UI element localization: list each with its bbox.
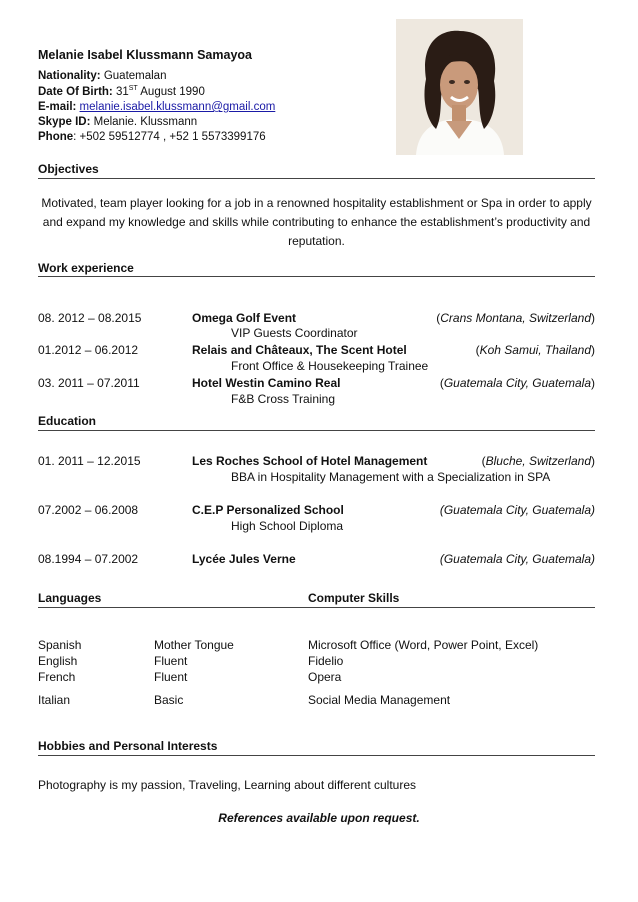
education-org: Lycée Jules Verne	[192, 552, 296, 566]
work-divider	[38, 276, 595, 277]
language-name: English	[38, 654, 78, 668]
phone-label: Phone	[38, 131, 74, 143]
dob-line	[38, 85, 205, 98]
nationality-label: Nationality:	[38, 70, 101, 82]
profile-photo	[396, 19, 523, 155]
computer-skill: Opera	[308, 670, 342, 684]
work-location: (Koh Samui, Thailand)	[475, 343, 595, 357]
dob-label: Date Of Birth:	[38, 85, 113, 98]
education-location: (Guatemala City, Guatemala)	[439, 503, 595, 517]
computer-skill: Microsoft Office (Word, Power Point, Excel)	[308, 638, 539, 652]
work-location-text: Koh Samui, Thailand	[479, 343, 591, 357]
education-location-text: Bluche, Switzerland	[485, 454, 591, 468]
work-role: VIP Guests Coordinator	[231, 326, 358, 340]
work-location: (Crans Montana, Switzerland)	[436, 311, 595, 325]
education-degree: High School Diploma	[231, 519, 344, 533]
dob-rest: August 1990	[140, 85, 205, 98]
education-dates: 07.2002 – 06.2008	[38, 503, 139, 517]
email-line	[38, 101, 275, 113]
objectives-divider	[38, 178, 595, 179]
hobbies-text: Photography is my passion, Traveling, Learning about different cultures	[38, 778, 416, 792]
language-level: Fluent	[154, 654, 188, 668]
work-location-text: Guatemala City, Guatemala	[443, 376, 591, 390]
hobbies-divider	[38, 755, 595, 756]
work-role: F&B Cross Training	[231, 392, 336, 406]
language-name: Spanish	[38, 638, 82, 652]
dob-day: 31	[115, 85, 129, 98]
objectives-text: Motivated, team player looking for a job in a renowned hospitality establishment or Spa in order to apply and expand my knowledge and skills while contributing to enhance the establishment’s productivity and reputation.	[41, 196, 592, 248]
work-org: Hotel Westin Camino Real	[192, 376, 341, 390]
education-location: (Guatemala City, Guatemala)	[439, 552, 595, 566]
computer-skills-heading: Computer Skills	[308, 591, 400, 605]
email-link[interactable]: melanie.isabel.klussmann@gmail.com	[79, 101, 276, 113]
education-dates: 01. 2011 – 12.2015	[38, 454, 141, 468]
work-heading: Work experience	[38, 261, 134, 275]
phone-value: : +502 59512774 , +52 1 5573399176	[73, 131, 266, 143]
education-location: (Bluche, Switzerland)	[481, 454, 595, 468]
candidate-name: Melanie Isabel Klussmann Samayoa	[38, 48, 252, 62]
skype-value: Melanie. Klussmann	[93, 116, 198, 128]
skype-label: Skype ID:	[38, 116, 91, 128]
work-dates: 01.2012 – 06.2012	[38, 343, 139, 357]
education-heading: Education	[38, 414, 97, 428]
work-org: Relais and Châteaux, The Scent Hotel	[192, 343, 407, 357]
language-level: Mother Tongue	[154, 638, 234, 652]
education-org: C.E.P Personalized School	[192, 503, 344, 517]
education-divider	[38, 430, 595, 431]
work-location-text: Crans Montana, Switzerland	[440, 311, 591, 325]
computer-skill: Social Media Management	[308, 693, 451, 707]
education-org: Les Roches School of Hotel Management	[192, 454, 428, 468]
work-dates: 03. 2011 – 07.2011	[38, 376, 140, 390]
language-name: French	[38, 670, 76, 684]
language-level: Basic	[154, 693, 184, 707]
languages-heading: Languages	[38, 591, 102, 605]
phone-line	[38, 131, 266, 143]
hobbies-heading: Hobbies and Personal Interests	[38, 739, 218, 753]
education-degree: BBA in Hospitality Management with a Specialization in SPA	[231, 470, 551, 484]
language-level: Fluent	[154, 670, 188, 684]
nationality-line	[38, 70, 166, 82]
computer-skill: Fidelio	[308, 654, 344, 668]
education-dates: 08.1994 – 07.2002	[38, 552, 139, 566]
objectives-heading: Objectives	[38, 162, 99, 176]
work-location: (Guatemala City, Guatemala)	[439, 376, 595, 390]
languages-divider	[38, 607, 595, 608]
language-name: Italian	[38, 693, 71, 707]
work-role: Front Office & Housekeeping Trainee	[231, 359, 429, 373]
work-org: Omega Golf Event	[192, 311, 297, 325]
references-note: References available upon request.	[218, 811, 420, 825]
dob-suffix: ST	[128, 85, 138, 92]
portrait-illustration	[396, 19, 523, 155]
skype-line	[38, 116, 197, 128]
email-label: E-mail:	[38, 101, 77, 113]
nationality-value: Guatemalan	[103, 70, 167, 82]
work-dates: 08. 2012 – 08.2015	[38, 311, 142, 325]
